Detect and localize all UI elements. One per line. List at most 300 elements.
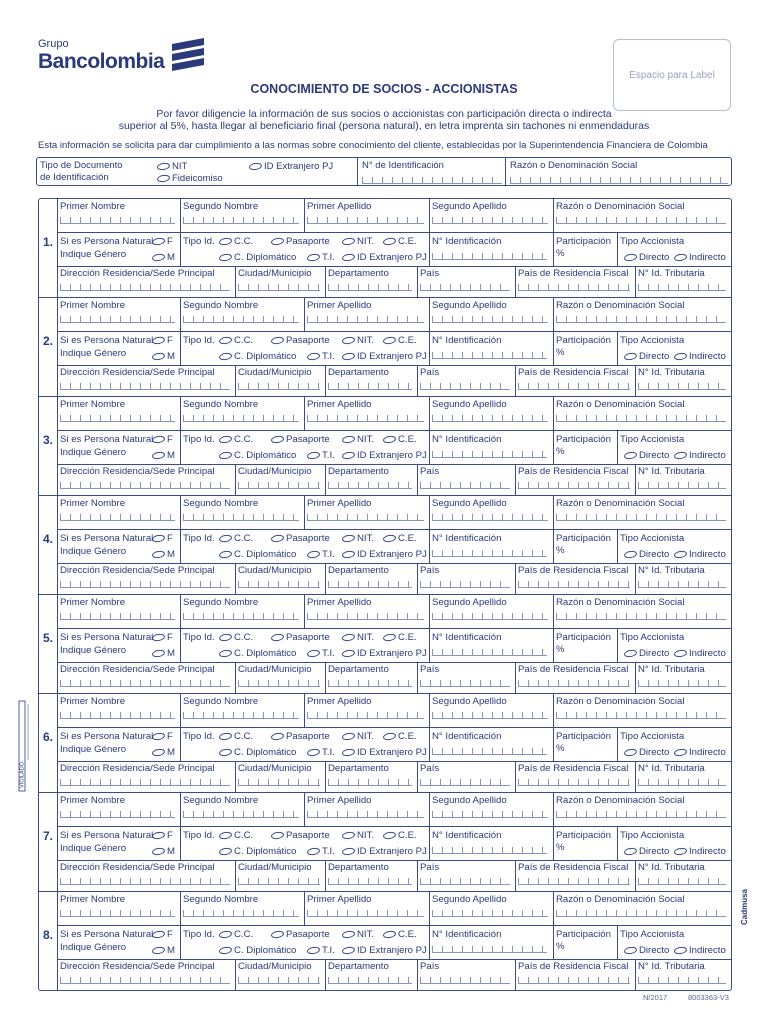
radio-pasaporte[interactable] <box>271 830 330 841</box>
razon-social-label: Razón o Denominación Social <box>556 498 685 509</box>
ciudad-label: Ciudad/Municipio <box>238 961 312 972</box>
segundo-apellido-field[interactable] <box>432 415 548 422</box>
radio-directo[interactable] <box>624 945 669 956</box>
n-identificacion-field[interactable] <box>432 847 547 854</box>
primer-apellido-field[interactable] <box>307 217 424 224</box>
radio-pasaporte[interactable] <box>271 632 330 643</box>
partner-block <box>39 397 731 496</box>
radio-id-extranjero[interactable] <box>342 945 427 956</box>
radio-m[interactable] <box>152 252 175 263</box>
ciudad-field[interactable] <box>238 581 320 588</box>
participacion-label: Participación <box>556 731 611 742</box>
n-identificacion-field[interactable] <box>432 748 547 755</box>
radio-id-ext-label: ID Extranjero PJ <box>357 450 427 461</box>
radio-directo-label: Directo <box>639 945 670 956</box>
doc-type-label-1: Tipo de Documento <box>40 160 123 171</box>
ciudad-field[interactable] <box>238 779 320 786</box>
primer-apellido-field[interactable] <box>307 316 424 323</box>
radio-cc-label: C.C. <box>234 335 254 346</box>
radio-ti[interactable] <box>307 549 335 560</box>
radio-ti[interactable] <box>307 846 335 857</box>
pais-field[interactable] <box>420 383 510 390</box>
radio-ti-label: T.I. <box>322 252 335 263</box>
pais-fiscal-field[interactable] <box>518 383 630 390</box>
radio-icon <box>623 253 637 262</box>
radio-c-diplomatico[interactable] <box>219 945 296 956</box>
persona-natural-label: Si es Persona Natural <box>60 533 154 544</box>
participacion-label: Participación <box>556 929 611 940</box>
id-tributaria-label: N° Id. Tributaria <box>638 862 705 873</box>
radio-directo[interactable] <box>624 549 669 560</box>
ciudad-field[interactable] <box>238 482 320 489</box>
departamento-field[interactable] <box>328 581 412 588</box>
segundo-apellido-field[interactable] <box>432 910 548 917</box>
partner-number: 8. <box>42 928 53 942</box>
pais-fiscal-label: País de Residencia Fiscal <box>518 664 629 675</box>
radio-nit[interactable] <box>342 830 374 841</box>
departamento-field[interactable] <box>328 779 412 786</box>
radio-c-diplomatico[interactable] <box>219 351 296 362</box>
direccion-field[interactable] <box>60 581 230 588</box>
primer-apellido-field[interactable] <box>307 712 424 719</box>
radio-pasaporte[interactable] <box>271 335 330 346</box>
radio-pasaporte[interactable] <box>271 731 330 742</box>
primer-nombre-field[interactable] <box>60 217 175 224</box>
pais-fiscal-field[interactable] <box>518 977 630 984</box>
radio-indirecto-label: Indirecto <box>689 351 726 362</box>
primer-apellido-field[interactable] <box>307 613 424 620</box>
radio-indirecto[interactable] <box>674 846 726 857</box>
razon-social-label: Razón o Denominación Social <box>556 894 685 905</box>
pais-field[interactable] <box>420 977 510 984</box>
radio-nit[interactable] <box>342 533 374 544</box>
radio-cc-label: C.C. <box>234 731 254 742</box>
radio-icon <box>341 336 355 345</box>
partner-block <box>39 298 731 397</box>
radio-directo-label: Directo <box>639 351 670 362</box>
radio-icon <box>151 451 165 460</box>
radio-f-label: F <box>167 335 173 346</box>
radio-fideicomiso[interactable] <box>157 173 223 184</box>
radio-ti[interactable] <box>307 351 335 362</box>
radio-icon <box>306 550 320 559</box>
id-tributaria-field[interactable] <box>638 581 726 588</box>
radio-icon <box>151 649 165 658</box>
radio-icon <box>218 847 232 856</box>
partner-number: 5. <box>42 631 53 645</box>
n-identificacion-field[interactable] <box>432 550 547 557</box>
radio-cc[interactable] <box>219 731 253 742</box>
radio-cc[interactable] <box>219 434 253 445</box>
pais-field[interactable] <box>420 878 510 885</box>
radio-ce[interactable] <box>383 632 417 643</box>
radio-nit[interactable] <box>342 236 374 247</box>
departamento-field[interactable] <box>328 680 412 687</box>
partner-number: 4. <box>42 532 53 546</box>
radio-id-ext-label: ID Extranjero PJ <box>357 846 427 857</box>
primer-nombre-field[interactable] <box>60 613 175 620</box>
n-identificacion-label: N° Identificación <box>432 830 502 841</box>
direccion-label: Dirección Residencia/Sede Principal <box>60 466 215 477</box>
intro-line-2: superior al 5%, hasta llegar al beneficiario final (persona natural), en letra imprenta sin tachones ni enmendaduras <box>118 120 650 132</box>
n-identificacion-field[interactable] <box>432 352 547 359</box>
radio-id-extranjero[interactable] <box>249 161 333 172</box>
radio-indirecto[interactable] <box>674 450 726 461</box>
segundo-apellido-label: Segundo Apellido <box>432 201 507 212</box>
radio-pasaporte[interactable] <box>271 533 330 544</box>
radio-id-extranjero[interactable] <box>342 846 427 857</box>
departamento-field[interactable] <box>328 878 412 885</box>
radio-icon <box>623 946 637 955</box>
radio-icon <box>218 237 232 246</box>
primer-nombre-label: Primer Nombre <box>60 498 126 509</box>
radio-icon <box>218 435 232 444</box>
participacion-label: Participación <box>556 830 611 841</box>
pais-fiscal-field[interactable] <box>518 284 630 291</box>
radio-ce[interactable] <box>383 434 417 445</box>
pais-field[interactable] <box>420 680 510 687</box>
radio-directo-label: Directo <box>639 252 670 263</box>
partner-block <box>39 793 731 892</box>
direccion-field[interactable] <box>60 680 230 687</box>
radio-id-extranjero[interactable] <box>342 549 427 560</box>
departamento-field[interactable] <box>328 977 412 984</box>
direccion-field[interactable] <box>60 383 230 390</box>
segundo-nombre-field[interactable] <box>183 514 299 521</box>
segundo-nombre-field[interactable] <box>183 910 299 917</box>
radio-icon <box>341 633 355 642</box>
radio-ti[interactable] <box>307 945 335 956</box>
radio-icon <box>341 748 355 757</box>
primer-apellido-label: Primer Apellido <box>307 795 372 806</box>
pais-fiscal-label: País de Residencia Fiscal <box>518 367 629 378</box>
radio-pasaporte[interactable] <box>271 434 330 445</box>
direccion-label: Dirección Residencia/Sede Principal <box>60 763 215 774</box>
segundo-apellido-field[interactable] <box>432 613 548 620</box>
radio-pasaporte-label: Pasaporte <box>286 830 330 841</box>
radio-ce[interactable] <box>383 533 417 544</box>
primer-apellido-field[interactable] <box>307 514 424 521</box>
radio-nit[interactable] <box>342 731 374 742</box>
radio-ce-label: C.E. <box>398 434 417 445</box>
radio-icon <box>341 732 355 741</box>
radio-ce-label: C.E. <box>398 236 417 247</box>
radio-ce[interactable] <box>383 830 417 841</box>
radio-icon <box>218 253 232 262</box>
pais-field[interactable] <box>420 482 510 489</box>
razon-social-field[interactable] <box>556 316 726 323</box>
ciudad-field[interactable] <box>238 878 320 885</box>
id-tributaria-label: N° Id. Tributaria <box>638 268 705 279</box>
radio-id-extranjero[interactable] <box>342 648 427 659</box>
pais-fiscal-field[interactable] <box>518 482 630 489</box>
footer-date: N/2017 <box>643 993 668 1002</box>
segundo-apellido-field[interactable] <box>432 316 548 323</box>
radio-ti-label: T.I. <box>322 648 335 659</box>
primer-nombre-field[interactable] <box>60 910 175 917</box>
logo-brand-text: Bancolombia <box>38 50 165 73</box>
radio-icon <box>341 847 355 856</box>
pais-label: País <box>420 862 440 873</box>
direccion-field[interactable] <box>60 878 230 885</box>
radio-id-extranjero[interactable] <box>342 450 427 461</box>
razon-social-label: Razón o Denominación Social <box>556 300 685 311</box>
segundo-apellido-label: Segundo Apellido <box>432 894 507 905</box>
radio-ti[interactable] <box>307 747 335 758</box>
radio-nit[interactable] <box>157 161 187 172</box>
id-tributaria-field[interactable] <box>638 383 726 390</box>
logo-group-text: Grupo <box>38 38 69 50</box>
razon-social-label: Razón o Denominación Social <box>556 696 685 707</box>
primer-nombre-label: Primer Nombre <box>60 597 126 608</box>
primer-apellido-field[interactable] <box>307 910 424 917</box>
radio-cc[interactable] <box>219 632 253 643</box>
partner-number: 3. <box>42 433 53 447</box>
radio-icon <box>270 237 284 246</box>
radio-icon <box>218 336 232 345</box>
departamento-field[interactable] <box>328 482 412 489</box>
departamento-label: Departamento <box>328 565 389 576</box>
radio-c-diplomatico[interactable] <box>219 747 296 758</box>
pais-fiscal-field[interactable] <box>518 878 630 885</box>
departamento-field[interactable] <box>328 383 412 390</box>
direccion-label: Dirección Residencia/Sede Principal <box>60 268 215 279</box>
radio-directo[interactable] <box>624 351 669 362</box>
radio-m-label: M <box>167 747 175 758</box>
radio-cc[interactable] <box>219 830 253 841</box>
n-identificacion-field[interactable] <box>432 253 547 260</box>
id-tributaria-field[interactable] <box>638 680 726 687</box>
radio-c-diplomatico[interactable] <box>219 648 296 659</box>
departamento-label: Departamento <box>328 763 389 774</box>
radio-icon <box>151 831 165 840</box>
radio-icon <box>151 847 165 856</box>
ciudad-field[interactable] <box>238 284 320 291</box>
radio-ti[interactable] <box>307 252 335 263</box>
segundo-nombre-field[interactable] <box>183 613 299 620</box>
segundo-nombre-field[interactable] <box>183 217 299 224</box>
radio-icon <box>341 946 355 955</box>
radio-ti-label: T.I. <box>322 351 335 362</box>
id-tributaria-field[interactable] <box>638 284 726 291</box>
radio-f[interactable] <box>152 335 173 346</box>
radio-c-dipl-label: C. Diplomático <box>234 450 297 461</box>
ciudad-field[interactable] <box>238 977 320 984</box>
segundo-nombre-field[interactable] <box>183 415 299 422</box>
radio-indirecto[interactable] <box>674 549 726 560</box>
radio-f[interactable] <box>152 929 173 940</box>
radio-directo[interactable] <box>624 747 669 758</box>
radio-indirecto[interactable] <box>674 351 726 362</box>
n-identificacion-field[interactable] <box>432 451 547 458</box>
radio-c-diplomatico[interactable] <box>219 450 296 461</box>
radio-id-extranjero[interactable] <box>342 747 427 758</box>
segundo-nombre-field[interactable] <box>183 811 299 818</box>
razon-social-field[interactable] <box>556 415 726 422</box>
radio-icon <box>306 649 320 658</box>
radio-pasaporte[interactable] <box>271 236 330 247</box>
radio-f[interactable] <box>152 533 173 544</box>
radio-ce[interactable] <box>383 929 417 940</box>
departamento-label: Departamento <box>328 862 389 873</box>
radio-icon <box>218 352 232 361</box>
razon-social-label: Razón o Denominación Social <box>556 795 685 806</box>
radio-icon <box>218 831 232 840</box>
segundo-nombre-field[interactable] <box>183 712 299 719</box>
tipo-accionista-label: Tipo Accionista <box>620 830 685 841</box>
radio-indirecto[interactable] <box>674 747 726 758</box>
pais-fiscal-field[interactable] <box>518 581 630 588</box>
partners-grid <box>38 198 732 991</box>
radio-ce-label: C.E. <box>398 632 417 643</box>
radio-cc-label: C.C. <box>234 236 254 247</box>
primer-nombre-field[interactable] <box>60 811 175 818</box>
pais-field[interactable] <box>420 779 510 786</box>
radio-nit[interactable] <box>342 929 374 940</box>
n-identificacion-field[interactable] <box>432 946 547 953</box>
radio-c-diplomatico[interactable] <box>219 846 296 857</box>
radio-indirecto[interactable] <box>674 252 726 263</box>
primer-nombre-label: Primer Nombre <box>60 201 126 212</box>
departamento-label: Departamento <box>328 367 389 378</box>
radio-f[interactable] <box>152 830 173 841</box>
radio-nit-label: NIT. <box>357 335 375 346</box>
direccion-field[interactable] <box>60 284 230 291</box>
direccion-field[interactable] <box>60 977 230 984</box>
tipo-accionista-label: Tipo Accionista <box>620 632 685 643</box>
primer-apellido-field[interactable] <box>307 415 424 422</box>
radio-nit[interactable] <box>342 632 374 643</box>
radio-f[interactable] <box>152 434 173 445</box>
radio-nit[interactable] <box>342 434 374 445</box>
radio-nit[interactable] <box>342 335 374 346</box>
radio-c-diplomatico[interactable] <box>219 252 296 263</box>
radio-directo[interactable] <box>624 648 669 659</box>
radio-m-label: M <box>167 846 175 857</box>
primer-nombre-field[interactable] <box>60 514 175 521</box>
radio-m[interactable] <box>152 549 175 560</box>
radio-id-extranjero[interactable] <box>342 252 427 263</box>
pais-fiscal-label: País de Residencia Fiscal <box>518 763 629 774</box>
radio-indirecto[interactable] <box>674 648 726 659</box>
razon-social-field[interactable] <box>556 910 726 917</box>
persona-natural-label: Si es Persona Natural <box>60 236 154 247</box>
radio-m[interactable] <box>152 648 175 659</box>
radio-directo[interactable] <box>624 252 669 263</box>
partner-block <box>39 496 731 595</box>
id-tributaria-field[interactable] <box>638 779 726 786</box>
radio-m[interactable] <box>152 351 175 362</box>
radio-ti[interactable] <box>307 450 335 461</box>
radio-f[interactable] <box>152 731 173 742</box>
ciudad-field[interactable] <box>238 680 320 687</box>
n-identificacion-field[interactable] <box>432 649 547 656</box>
radio-m[interactable] <box>152 450 175 461</box>
radio-m-label: M <box>167 351 175 362</box>
radio-id-extranjero[interactable] <box>342 351 427 362</box>
radio-m[interactable] <box>152 747 175 758</box>
segundo-apellido-field[interactable] <box>432 514 548 521</box>
radio-ce[interactable] <box>383 236 417 247</box>
razon-social-field[interactable] <box>510 177 728 184</box>
tipo-id-label: Tipo Id. <box>183 533 215 544</box>
radio-ce[interactable] <box>383 335 417 346</box>
segundo-nombre-field[interactable] <box>183 316 299 323</box>
radio-directo-label: Directo <box>639 450 670 461</box>
pais-label: País <box>420 268 440 279</box>
razon-social-field[interactable] <box>556 613 726 620</box>
direccion-field[interactable] <box>60 482 230 489</box>
radio-f[interactable] <box>152 236 173 247</box>
id-tributaria-field[interactable] <box>638 977 726 984</box>
radio-cc[interactable] <box>219 236 253 247</box>
pais-fiscal-field[interactable] <box>518 779 630 786</box>
pais-field[interactable] <box>420 581 510 588</box>
radio-icon <box>382 534 396 543</box>
radio-cc[interactable] <box>219 929 253 940</box>
radio-nit-label: NIT <box>172 161 188 172</box>
radio-ti[interactable] <box>307 648 335 659</box>
partner-block <box>39 892 731 991</box>
radio-icon <box>673 550 687 559</box>
radio-cc[interactable] <box>219 533 253 544</box>
razon-social-field[interactable] <box>556 811 726 818</box>
radio-icon <box>623 550 637 559</box>
segundo-apellido-field[interactable] <box>432 712 548 719</box>
radio-icon <box>673 946 687 955</box>
radio-pasaporte[interactable] <box>271 929 330 940</box>
radio-icon <box>151 732 165 741</box>
radio-directo[interactable] <box>624 450 669 461</box>
tipo-id-label: Tipo Id. <box>183 632 215 643</box>
segundo-apellido-field[interactable] <box>432 811 548 818</box>
radio-icon <box>341 930 355 939</box>
radio-ce[interactable] <box>383 731 417 742</box>
primer-apellido-field[interactable] <box>307 811 424 818</box>
radio-ti-label: T.I. <box>322 846 335 857</box>
razon-social-label: Razón o Denominación Social <box>556 201 685 212</box>
razon-social-field[interactable] <box>556 712 726 719</box>
direccion-field[interactable] <box>60 779 230 786</box>
razon-social-field[interactable] <box>556 514 726 521</box>
segundo-apellido-field[interactable] <box>432 217 548 224</box>
tipo-accionista-label: Tipo Accionista <box>620 929 685 940</box>
radio-cc[interactable] <box>219 335 253 346</box>
primer-nombre-field[interactable] <box>60 316 175 323</box>
pais-label: País <box>420 367 440 378</box>
razon-social-field[interactable] <box>556 217 726 224</box>
radio-indirecto[interactable] <box>674 945 726 956</box>
id-number-field[interactable] <box>362 177 502 184</box>
id-tributaria-field[interactable] <box>638 482 726 489</box>
radio-c-diplomatico[interactable] <box>219 549 296 560</box>
radio-nit-label: NIT. <box>357 929 375 940</box>
segundo-apellido-label: Segundo Apellido <box>432 795 507 806</box>
radio-c-dipl-label: C. Diplomático <box>234 252 297 263</box>
pais-fiscal-field[interactable] <box>518 680 630 687</box>
departamento-field[interactable] <box>328 284 412 291</box>
primer-nombre-label: Primer Nombre <box>60 399 126 410</box>
pais-field[interactable] <box>420 284 510 291</box>
radio-directo[interactable] <box>624 846 669 857</box>
primer-nombre-field[interactable] <box>60 712 175 719</box>
ciudad-field[interactable] <box>238 383 320 390</box>
radio-m[interactable] <box>152 846 175 857</box>
radio-f[interactable] <box>152 632 173 643</box>
radio-m[interactable] <box>152 945 175 956</box>
primer-nombre-field[interactable] <box>60 415 175 422</box>
id-tributaria-field[interactable] <box>638 878 726 885</box>
